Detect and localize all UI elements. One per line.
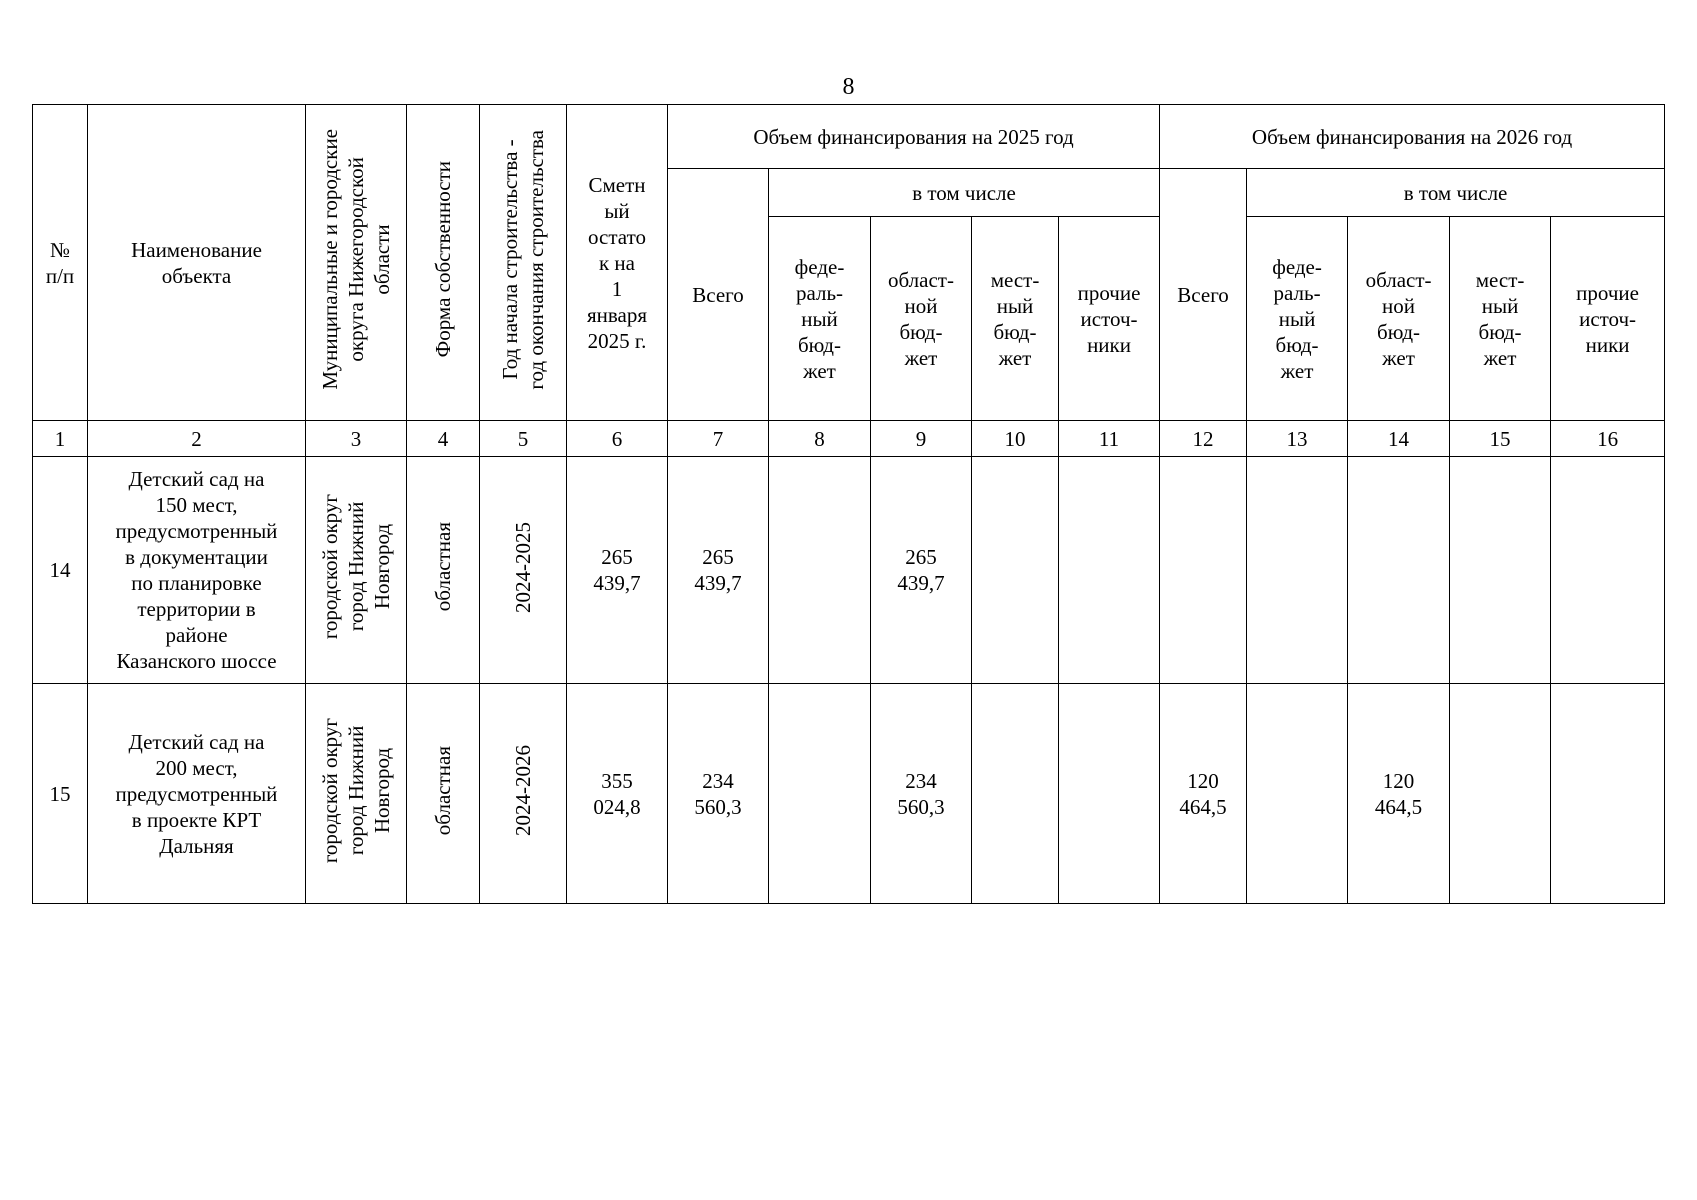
total-2025: 265 439,7	[668, 457, 769, 684]
column-number: 7	[668, 421, 769, 457]
header-regional-2025: област- ной бюд- жет	[871, 217, 972, 421]
header-funding-2026: Объем финансирования на 2026 год	[1160, 105, 1665, 169]
header-federal-2025: феде- раль- ный бюд- жет	[769, 217, 871, 421]
regional-2025: 265 439,7	[871, 457, 972, 684]
column-number: 16	[1551, 421, 1665, 457]
local-2026	[1450, 457, 1551, 684]
local-2025	[972, 457, 1059, 684]
federal-2025	[769, 457, 871, 684]
other-2026	[1551, 684, 1665, 904]
column-number: 11	[1059, 421, 1160, 457]
column-number: 12	[1160, 421, 1247, 457]
municipality: городской округ город Нижний Новгород	[306, 457, 407, 684]
total-2025: 234 560,3	[668, 684, 769, 904]
column-number: 6	[567, 421, 668, 457]
row-num: 15	[33, 684, 88, 904]
federal-2026	[1247, 457, 1348, 684]
header-including-2025: в том числе	[769, 169, 1160, 217]
table-row	[33, 684, 1665, 904]
funding-table	[32, 104, 1665, 904]
header-name: Наименование объекта	[88, 105, 306, 421]
header-total-2025: Всего	[668, 169, 769, 421]
other-2025	[1059, 684, 1160, 904]
local-2025	[972, 684, 1059, 904]
construction-years: 2024-2025	[480, 457, 567, 684]
header-total-2026: Всего	[1160, 169, 1247, 421]
column-number: 13	[1247, 421, 1348, 457]
header-ownership: Форма собственности	[407, 105, 480, 421]
federal-2026	[1247, 684, 1348, 904]
federal-2025	[769, 684, 871, 904]
header-funding-2025: Объем финансирования на 2025 год	[668, 105, 1160, 169]
construction-years: 2024-2026	[480, 684, 567, 904]
column-number: 14	[1348, 421, 1450, 457]
header-local-2025: мест- ный бюд- жет	[972, 217, 1059, 421]
estimate-balance: 265 439,7	[567, 457, 668, 684]
total-2026: 120 464,5	[1160, 684, 1247, 904]
estimate-balance: 355 024,8	[567, 684, 668, 904]
header-estimate: Сметн ый остато к на 1 января 2025 г.	[567, 105, 668, 421]
header-including-2026: в том числе	[1247, 169, 1665, 217]
column-number: 5	[480, 421, 567, 457]
regional-2025: 234 560,3	[871, 684, 972, 904]
header-other-2026: прочие источ- ники	[1551, 217, 1665, 421]
total-2026	[1160, 457, 1247, 684]
header-years: Год начала строительства - год окончания строительства	[480, 105, 567, 421]
header-row-1	[33, 105, 1665, 169]
header-local-2026: мест- ный бюд- жет	[1450, 217, 1551, 421]
column-number: 1	[33, 421, 88, 457]
column-number: 15	[1450, 421, 1551, 457]
local-2026	[1450, 684, 1551, 904]
header-regional-2026: област- ной бюд- жет	[1348, 217, 1450, 421]
column-number: 8	[769, 421, 871, 457]
ownership: областная	[407, 457, 480, 684]
regional-2026: 120 464,5	[1348, 684, 1450, 904]
column-number: 3	[306, 421, 407, 457]
object-name: Детский сад на 150 мест, предусмотренный в документации по планировке территории в районе Казанского шоссе	[88, 457, 306, 684]
column-number: 4	[407, 421, 480, 457]
row-num: 14	[33, 457, 88, 684]
other-2025	[1059, 457, 1160, 684]
column-number: 9	[871, 421, 972, 457]
column-number: 10	[972, 421, 1059, 457]
other-2026	[1551, 457, 1665, 684]
column-number-row	[33, 421, 1665, 457]
regional-2026	[1348, 457, 1450, 684]
object-name: Детский сад на 200 мест, предусмотренный в проекте КРТ Дальняя	[88, 684, 306, 904]
table-row	[33, 457, 1665, 684]
municipality: городской округ город Нижний Новгород	[306, 684, 407, 904]
ownership: областная	[407, 684, 480, 904]
header-municipality: Муниципальные и городские округа Нижегородской области	[306, 105, 407, 421]
header-num: № п/п	[33, 105, 88, 421]
header-other-2025: прочие источ- ники	[1059, 217, 1160, 421]
column-number: 2	[88, 421, 306, 457]
page-number: 8	[842, 74, 855, 100]
header-federal-2026: феде- раль- ный бюд- жет	[1247, 217, 1348, 421]
